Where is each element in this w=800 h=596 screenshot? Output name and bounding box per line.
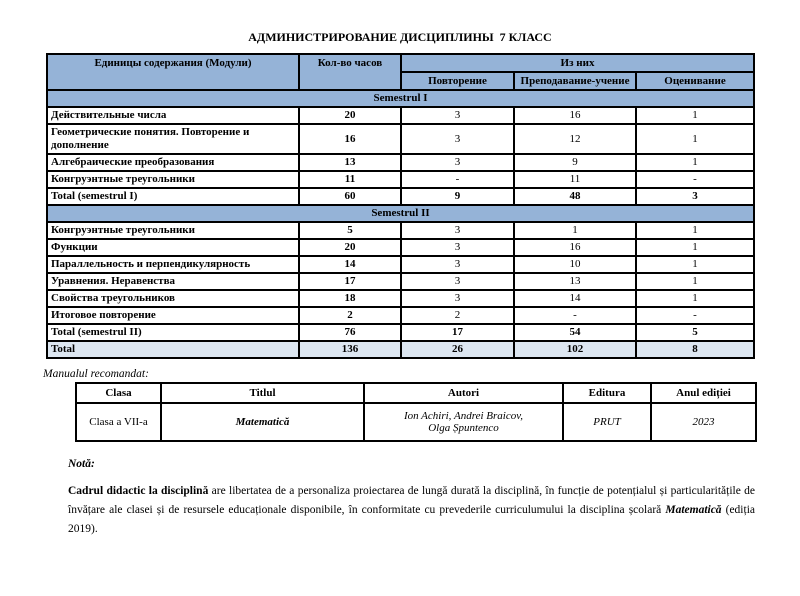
teaching-cell: 12	[514, 124, 636, 154]
semester-1-band	[47, 90, 754, 107]
evaluation-cell: 1	[636, 154, 754, 171]
module-name-cell: Конгруэнтные треугольники	[47, 222, 299, 239]
document-title: АДМИНИСТРИРОВАНИЕ ДИСЦИПЛИНЫ 7 КЛАСС	[248, 30, 552, 44]
col-header-evaluation: Оценивание	[636, 72, 754, 90]
table-row	[47, 256, 754, 273]
teaching-cell: 16	[514, 239, 636, 256]
col-header-of-which: Из них	[401, 54, 754, 72]
repetition-cell: -	[401, 171, 514, 188]
note-bold-lead: Cadrul didactic la disciplină	[68, 485, 209, 497]
teaching-cell: 102	[514, 341, 636, 358]
col-header-teaching: Преподавание-учение	[514, 72, 636, 90]
module-name-cell: Итоговое повторение	[47, 307, 299, 324]
repetition-cell: 17	[401, 324, 514, 341]
semester-2-label: Semestrul II	[47, 205, 754, 222]
hours-cell: 13	[299, 154, 401, 171]
total-label-cell: Total (semestrul I)	[47, 188, 299, 205]
repetition-cell: 2	[401, 307, 514, 324]
hours-cell: 17	[299, 273, 401, 290]
hours-cell: 20	[299, 107, 401, 124]
autori-line-1: Ion Achiri, Andrei Braicov,	[403, 410, 524, 422]
note-label: Notă:	[68, 458, 95, 470]
col-header-clasa: Clasa	[76, 383, 161, 403]
module-name-cell: Геометрические понятия. Повторение и дополнение	[47, 124, 299, 154]
grand-total-row	[47, 341, 754, 358]
evaluation-cell: 1	[636, 239, 754, 256]
table-row	[47, 107, 754, 124]
hours-cell: 11	[299, 171, 401, 188]
evaluation-cell: 1	[636, 107, 754, 124]
col-header-hours: Кол-во часов	[299, 54, 401, 90]
evaluation-cell: 1	[636, 124, 754, 154]
repetition-cell: 3	[401, 290, 514, 307]
module-name-cell: Уравнения. Неравенства	[47, 273, 299, 290]
table-row	[47, 290, 754, 307]
repetition-cell: 3	[401, 239, 514, 256]
note-section	[68, 458, 755, 539]
hours-cell: 14	[299, 256, 401, 273]
note-subject-name: Matematică	[665, 504, 722, 516]
hours-cell: 18	[299, 290, 401, 307]
evaluation-cell: 1	[636, 222, 754, 239]
manual-header-row	[76, 383, 756, 403]
table-row	[47, 154, 754, 171]
table-row	[47, 171, 754, 188]
note-body: are libertatea de a personaliza proiectarea de lungă durată la disciplină, în funcție de potențialul și particularitățile de învățare ale clasei și de resursele educaționale disponibile, în conformitate cu prevederile curriculumului la disciplina școlară	[68, 485, 755, 516]
manual-label: Manualul recomandat:	[43, 368, 149, 380]
table-row	[47, 273, 754, 290]
teaching-cell: 13	[514, 273, 636, 290]
teaching-cell: -	[514, 307, 636, 324]
hours-cell: 60	[299, 188, 401, 205]
module-name-cell: Конгруэнтные треугольники	[47, 171, 299, 188]
semester-1-total-row	[47, 188, 754, 205]
module-name-cell: Функции	[47, 239, 299, 256]
module-name-cell: Алгебраические преобразования	[47, 154, 299, 171]
teaching-cell: 1	[514, 222, 636, 239]
hours-cell: 5	[299, 222, 401, 239]
repetition-cell: 9	[401, 188, 514, 205]
evaluation-cell: -	[636, 171, 754, 188]
semester-2-band	[47, 205, 754, 222]
note-tail: (ediția 2019).	[68, 504, 756, 535]
module-name-cell: Свойства треугольников	[47, 290, 299, 307]
table-row	[47, 307, 754, 324]
col-header-editura: Editura	[563, 383, 651, 403]
evaluation-cell: 1	[636, 256, 754, 273]
hours-cell: 76	[299, 324, 401, 341]
teaching-cell: 11	[514, 171, 636, 188]
note-paragraph	[68, 482, 755, 539]
col-header-units: Единицы содержания (Модули)	[47, 54, 299, 90]
col-header-autori: Autori	[364, 383, 563, 403]
evaluation-cell: 5	[636, 324, 754, 341]
teaching-cell: 9	[514, 154, 636, 171]
col-header-titlul: Titlul	[161, 383, 364, 403]
teaching-cell: 16	[514, 107, 636, 124]
total-label-cell: Total (semestrul II)	[47, 324, 299, 341]
autori-line-2: Olga Șpuntenco	[428, 422, 499, 434]
evaluation-cell: 1	[636, 290, 754, 307]
administration-table	[46, 53, 755, 359]
teaching-cell: 54	[514, 324, 636, 341]
editura-cell: PRUT	[563, 403, 651, 441]
manual-table	[75, 382, 757, 442]
evaluation-cell: 3	[636, 188, 754, 205]
semester-1-label: Semestrul I	[47, 90, 754, 107]
repetition-cell: 26	[401, 341, 514, 358]
table-row	[47, 124, 754, 154]
module-name-cell: Параллельность и перпендикулярность	[47, 256, 299, 273]
teaching-cell: 10	[514, 256, 636, 273]
hours-cell: 16	[299, 124, 401, 154]
hours-cell: 2	[299, 307, 401, 324]
titlul-cell: Matematică	[161, 403, 364, 441]
col-header-anul: Anul ediției	[651, 383, 756, 403]
header-row-1	[47, 54, 754, 72]
repetition-cell: 3	[401, 273, 514, 290]
repetition-cell: 3	[401, 124, 514, 154]
semester-2-total-row	[47, 324, 754, 341]
col-header-repetition: Повторение	[401, 72, 514, 90]
autori-cell	[364, 403, 563, 441]
hours-cell: 20	[299, 239, 401, 256]
teaching-cell: 48	[514, 188, 636, 205]
hours-cell: 136	[299, 341, 401, 358]
evaluation-cell: 1	[636, 273, 754, 290]
anul-cell: 2023	[651, 403, 756, 441]
clasa-cell: Clasa a VII-a	[76, 403, 161, 441]
manual-data-row	[76, 403, 756, 441]
repetition-cell: 3	[401, 222, 514, 239]
evaluation-cell: -	[636, 307, 754, 324]
repetition-cell: 3	[401, 154, 514, 171]
document-page	[0, 30, 800, 596]
total-label-cell: Total	[47, 341, 299, 358]
repetition-cell: 3	[401, 107, 514, 124]
table-row	[47, 222, 754, 239]
evaluation-cell: 8	[636, 341, 754, 358]
module-name-cell: Действительные числа	[47, 107, 299, 124]
table-row	[47, 239, 754, 256]
repetition-cell: 3	[401, 256, 514, 273]
teaching-cell: 14	[514, 290, 636, 307]
